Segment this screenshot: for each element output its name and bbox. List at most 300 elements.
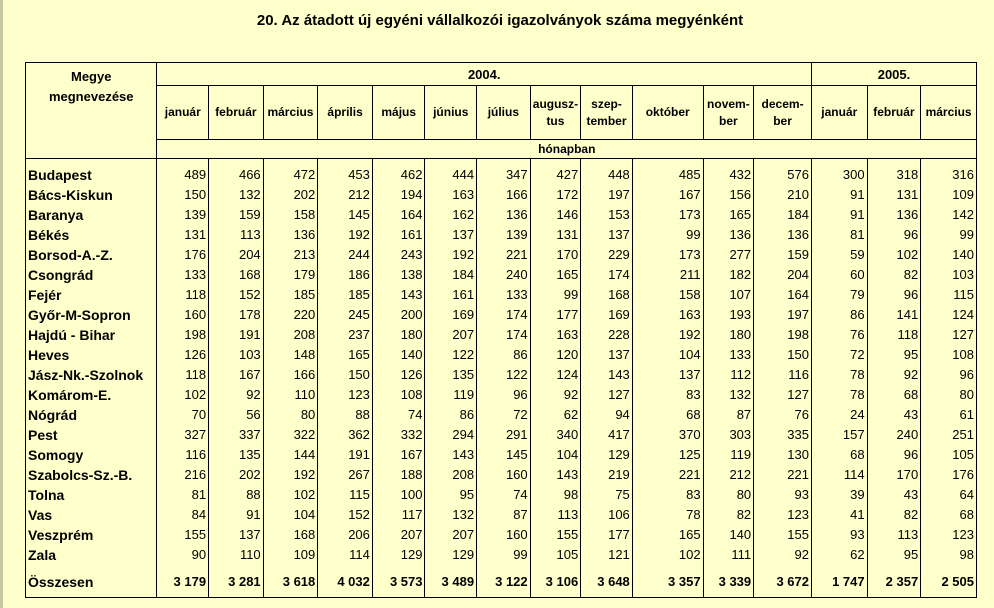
month-header-2004-3: április bbox=[318, 86, 373, 140]
value-cell: 62 bbox=[811, 545, 867, 565]
value-cell: 417 bbox=[581, 425, 633, 445]
value-cell: 174 bbox=[477, 325, 531, 345]
value-cell: 74 bbox=[477, 485, 531, 505]
value-cell: 170 bbox=[867, 465, 921, 485]
value-cell: 136 bbox=[477, 205, 531, 225]
value-cell: 169 bbox=[581, 305, 633, 325]
table-row bbox=[26, 525, 977, 545]
value-cell: 462 bbox=[372, 159, 425, 186]
month-header-2005-0: január bbox=[811, 86, 867, 140]
county-name: Vas bbox=[26, 505, 157, 525]
table-row bbox=[26, 185, 977, 205]
value-cell: 216 bbox=[157, 465, 209, 485]
value-cell: 489 bbox=[157, 159, 209, 186]
value-cell: 220 bbox=[263, 305, 318, 325]
value-cell: 124 bbox=[921, 305, 977, 325]
value-cell: 119 bbox=[703, 445, 754, 465]
megye-header bbox=[26, 63, 157, 159]
table-row bbox=[26, 325, 977, 345]
table-row bbox=[26, 345, 977, 365]
value-cell: 104 bbox=[530, 445, 581, 465]
value-cell: 186 bbox=[318, 265, 373, 285]
value-cell: 207 bbox=[372, 525, 425, 545]
value-cell: 96 bbox=[867, 445, 921, 465]
value-cell: 78 bbox=[811, 365, 867, 385]
month-header-2004-9: október bbox=[632, 86, 703, 140]
value-cell: 163 bbox=[530, 325, 581, 345]
value-cell: 132 bbox=[209, 185, 264, 205]
value-cell: 126 bbox=[157, 345, 209, 365]
value-cell: 100 bbox=[372, 485, 425, 505]
value-cell: 139 bbox=[157, 205, 209, 225]
value-cell: 62 bbox=[530, 405, 581, 425]
value-cell: 91 bbox=[811, 205, 867, 225]
value-cell: 122 bbox=[425, 345, 477, 365]
value-cell: 136 bbox=[263, 225, 318, 245]
table-row bbox=[26, 205, 977, 225]
value-cell: 68 bbox=[921, 505, 977, 525]
value-cell: 167 bbox=[372, 445, 425, 465]
table-row bbox=[26, 285, 977, 305]
value-cell: 243 bbox=[372, 245, 425, 265]
value-cell: 332 bbox=[372, 425, 425, 445]
value-cell: 99 bbox=[632, 225, 703, 245]
value-cell: 159 bbox=[209, 205, 264, 225]
value-cell: 212 bbox=[703, 465, 754, 485]
value-cell: 104 bbox=[632, 345, 703, 365]
value-cell: 427 bbox=[530, 159, 581, 186]
value-cell: 68 bbox=[632, 405, 703, 425]
value-cell: 152 bbox=[318, 505, 373, 525]
value-cell: 43 bbox=[867, 485, 921, 505]
value-cell: 110 bbox=[209, 545, 264, 565]
month-header-2004-0: január bbox=[157, 86, 209, 140]
value-cell: 24 bbox=[811, 405, 867, 425]
value-cell: 74 bbox=[372, 405, 425, 425]
value-cell: 472 bbox=[263, 159, 318, 186]
value-cell: 1 747 bbox=[811, 565, 867, 598]
value-cell: 164 bbox=[372, 205, 425, 225]
megye-header-line2: megnevezése bbox=[48, 89, 134, 104]
value-cell: 122 bbox=[477, 365, 531, 385]
value-cell: 182 bbox=[703, 265, 754, 285]
value-cell: 82 bbox=[867, 505, 921, 525]
value-cell: 167 bbox=[209, 365, 264, 385]
table-row bbox=[26, 365, 977, 385]
value-cell: 347 bbox=[477, 159, 531, 186]
value-cell: 78 bbox=[632, 505, 703, 525]
value-cell: 335 bbox=[754, 425, 812, 445]
value-cell: 174 bbox=[581, 265, 633, 285]
value-cell: 59 bbox=[811, 245, 867, 265]
value-cell: 3 122 bbox=[477, 565, 531, 598]
value-cell: 135 bbox=[425, 365, 477, 385]
value-cell: 192 bbox=[425, 245, 477, 265]
value-cell: 318 bbox=[867, 159, 921, 186]
value-cell: 113 bbox=[209, 225, 264, 245]
value-cell: 109 bbox=[263, 545, 318, 565]
value-cell: 237 bbox=[318, 325, 373, 345]
value-cell: 102 bbox=[157, 385, 209, 405]
table-title: 20. Az átadott új egyéni vállalkozói igazolványok száma megyénként bbox=[256, 12, 744, 29]
value-cell: 267 bbox=[318, 465, 373, 485]
value-cell: 95 bbox=[867, 345, 921, 365]
value-cell: 88 bbox=[318, 405, 373, 425]
value-cell: 303 bbox=[703, 425, 754, 445]
value-cell: 79 bbox=[811, 285, 867, 305]
table-row bbox=[26, 545, 977, 565]
value-cell: 213 bbox=[263, 245, 318, 265]
value-cell: 110 bbox=[263, 385, 318, 405]
value-cell: 132 bbox=[703, 385, 754, 405]
value-cell: 245 bbox=[318, 305, 373, 325]
value-cell: 197 bbox=[754, 305, 812, 325]
value-cell: 78 bbox=[811, 385, 867, 405]
value-cell: 150 bbox=[157, 185, 209, 205]
value-cell: 207 bbox=[425, 525, 477, 545]
value-cell: 228 bbox=[581, 325, 633, 345]
value-cell: 162 bbox=[425, 205, 477, 225]
value-cell: 165 bbox=[703, 205, 754, 225]
value-cell: 98 bbox=[921, 545, 977, 565]
value-cell: 444 bbox=[425, 159, 477, 186]
value-cell: 152 bbox=[209, 285, 264, 305]
value-cell: 160 bbox=[477, 525, 531, 545]
value-cell: 165 bbox=[632, 525, 703, 545]
value-cell: 56 bbox=[209, 405, 264, 425]
value-cell: 3 573 bbox=[372, 565, 425, 598]
value-cell: 291 bbox=[477, 425, 531, 445]
value-cell: 102 bbox=[263, 485, 318, 505]
value-cell: 129 bbox=[372, 545, 425, 565]
value-cell: 60 bbox=[811, 265, 867, 285]
value-cell: 127 bbox=[581, 385, 633, 405]
value-cell: 191 bbox=[209, 325, 264, 345]
table-row bbox=[26, 425, 977, 445]
value-cell: 177 bbox=[581, 525, 633, 545]
table-row bbox=[26, 245, 977, 265]
county-name: Győr-M-Sopron bbox=[26, 305, 157, 325]
value-cell: 210 bbox=[754, 185, 812, 205]
value-cell: 158 bbox=[263, 205, 318, 225]
value-cell: 208 bbox=[263, 325, 318, 345]
county-name: Borsod-A.-Z. bbox=[26, 245, 157, 265]
value-cell: 3 281 bbox=[209, 565, 264, 598]
value-cell: 168 bbox=[209, 265, 264, 285]
value-cell: 99 bbox=[477, 545, 531, 565]
value-cell: 204 bbox=[754, 265, 812, 285]
value-cell: 316 bbox=[921, 159, 977, 186]
value-cell: 103 bbox=[921, 265, 977, 285]
year-header-2004: 2004. bbox=[157, 63, 812, 86]
value-cell: 251 bbox=[921, 425, 977, 445]
value-cell: 191 bbox=[318, 445, 373, 465]
value-cell: 102 bbox=[632, 545, 703, 565]
value-cell: 114 bbox=[811, 465, 867, 485]
value-cell: 485 bbox=[632, 159, 703, 186]
value-cell: 169 bbox=[425, 305, 477, 325]
value-cell: 173 bbox=[632, 205, 703, 225]
table-row bbox=[26, 159, 977, 186]
month-header-2004-10: novem- ber bbox=[703, 86, 754, 140]
month-header-2004-11: decem- ber bbox=[754, 86, 812, 140]
value-cell: 83 bbox=[632, 485, 703, 505]
value-cell: 3 489 bbox=[425, 565, 477, 598]
value-cell: 156 bbox=[703, 185, 754, 205]
value-cell: 118 bbox=[867, 325, 921, 345]
value-cell: 140 bbox=[921, 245, 977, 265]
value-cell: 133 bbox=[157, 265, 209, 285]
county-name: Zala bbox=[26, 545, 157, 565]
county-name: Budapest bbox=[26, 159, 157, 186]
value-cell: 90 bbox=[157, 545, 209, 565]
value-cell: 143 bbox=[530, 465, 581, 485]
value-cell: 102 bbox=[867, 245, 921, 265]
value-cell: 168 bbox=[581, 285, 633, 305]
value-cell: 168 bbox=[263, 525, 318, 545]
value-cell: 118 bbox=[157, 285, 209, 305]
value-cell: 370 bbox=[632, 425, 703, 445]
value-cell: 153 bbox=[581, 205, 633, 225]
value-cell: 180 bbox=[703, 325, 754, 345]
value-cell: 133 bbox=[703, 345, 754, 365]
value-cell: 39 bbox=[811, 485, 867, 505]
value-cell: 143 bbox=[581, 365, 633, 385]
county-name: Csongrád bbox=[26, 265, 157, 285]
table-row bbox=[26, 505, 977, 525]
data-table bbox=[25, 62, 977, 598]
value-cell: 83 bbox=[632, 385, 703, 405]
value-cell: 142 bbox=[921, 205, 977, 225]
value-cell: 166 bbox=[263, 365, 318, 385]
value-cell: 3 357 bbox=[632, 565, 703, 598]
value-cell: 148 bbox=[263, 345, 318, 365]
value-cell: 139 bbox=[477, 225, 531, 245]
month-header-2005-1: február bbox=[867, 86, 921, 140]
value-cell: 76 bbox=[754, 405, 812, 425]
county-name: Nógrád bbox=[26, 405, 157, 425]
value-cell: 96 bbox=[867, 225, 921, 245]
value-cell: 141 bbox=[867, 305, 921, 325]
value-cell: 184 bbox=[425, 265, 477, 285]
value-cell: 106 bbox=[581, 505, 633, 525]
value-cell: 123 bbox=[318, 385, 373, 405]
value-cell: 123 bbox=[921, 525, 977, 545]
value-cell: 123 bbox=[754, 505, 812, 525]
value-cell: 98 bbox=[530, 485, 581, 505]
value-cell: 155 bbox=[754, 525, 812, 545]
value-cell: 82 bbox=[703, 505, 754, 525]
value-cell: 127 bbox=[754, 385, 812, 405]
value-cell: 131 bbox=[530, 225, 581, 245]
value-cell: 174 bbox=[477, 305, 531, 325]
value-cell: 202 bbox=[209, 465, 264, 485]
value-cell: 82 bbox=[867, 265, 921, 285]
value-cell: 362 bbox=[318, 425, 373, 445]
value-cell: 212 bbox=[318, 185, 373, 205]
month-header-2004-1: február bbox=[209, 86, 264, 140]
value-cell: 3 672 bbox=[754, 565, 812, 598]
value-cell: 198 bbox=[754, 325, 812, 345]
value-cell: 453 bbox=[318, 159, 373, 186]
county-name: Veszprém bbox=[26, 525, 157, 545]
value-cell: 466 bbox=[209, 159, 264, 186]
value-cell: 176 bbox=[921, 465, 977, 485]
value-cell: 125 bbox=[632, 445, 703, 465]
value-cell: 207 bbox=[425, 325, 477, 345]
value-cell: 178 bbox=[209, 305, 264, 325]
county-name: Szabolcs-Sz.-B. bbox=[26, 465, 157, 485]
value-cell: 116 bbox=[754, 365, 812, 385]
value-cell: 192 bbox=[263, 465, 318, 485]
value-cell: 92 bbox=[209, 385, 264, 405]
value-cell: 113 bbox=[867, 525, 921, 545]
value-cell: 94 bbox=[581, 405, 633, 425]
value-cell: 197 bbox=[581, 185, 633, 205]
value-cell: 41 bbox=[811, 505, 867, 525]
value-cell: 140 bbox=[703, 525, 754, 545]
value-cell: 93 bbox=[754, 485, 812, 505]
value-cell: 92 bbox=[530, 385, 581, 405]
value-cell: 127 bbox=[921, 325, 977, 345]
value-cell: 130 bbox=[754, 445, 812, 465]
value-cell: 131 bbox=[867, 185, 921, 205]
value-cell: 96 bbox=[867, 285, 921, 305]
value-cell: 136 bbox=[867, 205, 921, 225]
value-cell: 86 bbox=[811, 305, 867, 325]
value-cell: 114 bbox=[318, 545, 373, 565]
value-cell: 150 bbox=[754, 345, 812, 365]
value-cell: 160 bbox=[477, 465, 531, 485]
county-name: Összesen bbox=[26, 565, 157, 598]
value-cell: 68 bbox=[867, 385, 921, 405]
value-cell: 158 bbox=[632, 285, 703, 305]
value-cell: 3 339 bbox=[703, 565, 754, 598]
value-cell: 163 bbox=[425, 185, 477, 205]
value-cell: 95 bbox=[425, 485, 477, 505]
value-cell: 221 bbox=[477, 245, 531, 265]
value-cell: 70 bbox=[157, 405, 209, 425]
value-cell: 99 bbox=[530, 285, 581, 305]
value-cell: 88 bbox=[209, 485, 264, 505]
value-cell: 72 bbox=[811, 345, 867, 365]
value-cell: 99 bbox=[921, 225, 977, 245]
value-cell: 105 bbox=[921, 445, 977, 465]
table-row bbox=[26, 225, 977, 245]
value-cell: 170 bbox=[530, 245, 581, 265]
value-cell: 3 179 bbox=[157, 565, 209, 598]
value-cell: 72 bbox=[477, 405, 531, 425]
value-cell: 108 bbox=[372, 385, 425, 405]
value-cell: 137 bbox=[209, 525, 264, 545]
value-cell: 92 bbox=[867, 365, 921, 385]
value-cell: 87 bbox=[477, 505, 531, 525]
value-cell: 108 bbox=[921, 345, 977, 365]
value-cell: 327 bbox=[157, 425, 209, 445]
value-cell: 96 bbox=[477, 385, 531, 405]
value-cell: 129 bbox=[425, 545, 477, 565]
value-cell: 448 bbox=[581, 159, 633, 186]
month-header-2004-4: május bbox=[372, 86, 425, 140]
value-cell: 150 bbox=[318, 365, 373, 385]
value-cell: 135 bbox=[209, 445, 264, 465]
value-cell: 155 bbox=[530, 525, 581, 545]
value-cell: 221 bbox=[632, 465, 703, 485]
value-cell: 173 bbox=[632, 245, 703, 265]
table-row bbox=[26, 385, 977, 405]
value-cell: 167 bbox=[632, 185, 703, 205]
value-cell: 3 106 bbox=[530, 565, 581, 598]
megye-header-line1: Megye bbox=[71, 69, 112, 84]
value-cell: 84 bbox=[157, 505, 209, 525]
value-cell: 91 bbox=[811, 185, 867, 205]
value-cell: 179 bbox=[263, 265, 318, 285]
value-cell: 192 bbox=[632, 325, 703, 345]
value-cell: 164 bbox=[754, 285, 812, 305]
table-row bbox=[26, 265, 977, 285]
value-cell: 117 bbox=[372, 505, 425, 525]
value-cell: 145 bbox=[477, 445, 531, 465]
value-cell: 165 bbox=[530, 265, 581, 285]
county-name: Pest bbox=[26, 425, 157, 445]
value-cell: 188 bbox=[372, 465, 425, 485]
value-cell: 194 bbox=[372, 185, 425, 205]
value-cell: 115 bbox=[921, 285, 977, 305]
value-cell: 300 bbox=[811, 159, 867, 186]
value-cell: 61 bbox=[921, 405, 977, 425]
value-cell: 294 bbox=[425, 425, 477, 445]
table-row bbox=[26, 305, 977, 325]
value-cell: 198 bbox=[157, 325, 209, 345]
month-header-2004-8: szep- tember bbox=[581, 86, 633, 140]
value-cell: 204 bbox=[209, 245, 264, 265]
value-cell: 124 bbox=[530, 365, 581, 385]
value-cell: 192 bbox=[318, 225, 373, 245]
value-cell: 240 bbox=[867, 425, 921, 445]
value-cell: 118 bbox=[157, 365, 209, 385]
county-name: Komárom-E. bbox=[26, 385, 157, 405]
value-cell: 165 bbox=[318, 345, 373, 365]
table-row bbox=[26, 445, 977, 465]
value-cell: 185 bbox=[263, 285, 318, 305]
month-header-2004-2: március bbox=[263, 86, 318, 140]
table-row bbox=[26, 485, 977, 505]
value-cell: 133 bbox=[477, 285, 531, 305]
county-name: Fejér bbox=[26, 285, 157, 305]
value-cell: 337 bbox=[209, 425, 264, 445]
county-name: Baranya bbox=[26, 205, 157, 225]
value-cell: 159 bbox=[754, 245, 812, 265]
value-cell: 4 032 bbox=[318, 565, 373, 598]
value-cell: 132 bbox=[425, 505, 477, 525]
month-header-2004-5: június bbox=[425, 86, 477, 140]
value-cell: 109 bbox=[921, 185, 977, 205]
month-header-2004-6: július bbox=[477, 86, 531, 140]
value-cell: 107 bbox=[703, 285, 754, 305]
value-cell: 137 bbox=[581, 225, 633, 245]
value-cell: 43 bbox=[867, 405, 921, 425]
value-cell: 140 bbox=[372, 345, 425, 365]
month-header-2005-2: március bbox=[921, 86, 977, 140]
value-cell: 91 bbox=[209, 505, 264, 525]
value-cell: 240 bbox=[477, 265, 531, 285]
value-cell: 340 bbox=[530, 425, 581, 445]
value-cell: 208 bbox=[425, 465, 477, 485]
value-cell: 161 bbox=[425, 285, 477, 305]
value-cell: 177 bbox=[530, 305, 581, 325]
value-cell: 137 bbox=[581, 345, 633, 365]
value-cell: 129 bbox=[581, 445, 633, 465]
